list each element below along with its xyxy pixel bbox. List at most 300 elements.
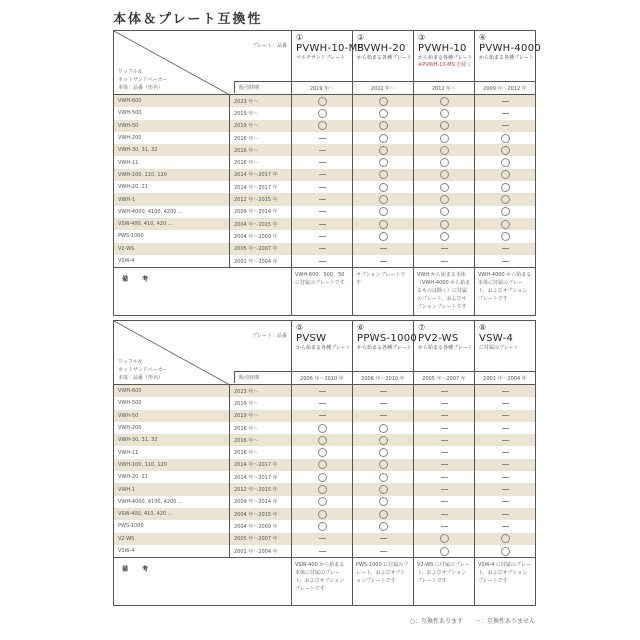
- compat-cell: [414, 422, 475, 434]
- incompatible-dash-icon: [502, 440, 509, 441]
- compatible-circle-icon: [379, 170, 388, 179]
- model-row: [114, 144, 536, 156]
- plate-period: 2001 年～2004 年: [475, 372, 536, 385]
- plate-header: [353, 321, 418, 372]
- incompatible-dash-icon: [319, 199, 326, 200]
- compatible-circle-icon: [379, 424, 388, 433]
- legend-compatible: ○：互換性あります: [409, 618, 464, 625]
- model-period: 2014 年～2017 年: [230, 471, 292, 483]
- model-row: [114, 107, 536, 119]
- compat-cell: [292, 120, 353, 132]
- compat-cell: [353, 156, 414, 168]
- model-row: [114, 397, 536, 409]
- plate-header: [475, 31, 542, 82]
- plate-remarks: VWH から始まる本体（VWH-4000 から始まるものは除く）に付属のプレート、およびオプションプレートです: [414, 268, 475, 316]
- model-name: VWH-600: [114, 95, 230, 108]
- compat-cell: [414, 471, 475, 483]
- compat-table-2: [113, 320, 536, 606]
- model-name: PWS-1000: [114, 520, 230, 532]
- model-row: [114, 218, 536, 230]
- compat-cell: [353, 410, 414, 422]
- model-period: 2005 年～2007 年: [230, 533, 292, 545]
- plate-header: [292, 31, 365, 82]
- incompatible-dash-icon: [502, 415, 509, 416]
- incompatible-dash-icon: [380, 248, 387, 249]
- plate-description: から始まる各種プレート: [296, 345, 351, 351]
- model-name: VWH-1: [114, 193, 230, 205]
- compat-cell: [414, 508, 475, 520]
- compat-cell: [353, 434, 414, 446]
- compat-cell: [292, 496, 353, 508]
- model-name: V2-WS: [114, 533, 230, 545]
- compat-cell: [353, 120, 414, 132]
- plate-number: ②: [357, 33, 365, 42]
- incompatible-dash-icon: [441, 440, 448, 441]
- compat-cell: [475, 483, 536, 495]
- plate-remarks: V2-WS に付属のプレート、およびオプションプレートです: [414, 558, 475, 606]
- compatible-circle-icon: [440, 232, 449, 241]
- compat-cell: [292, 132, 353, 144]
- compat-cell: [414, 520, 475, 532]
- compat-cell: [414, 545, 475, 558]
- compat-cell: [475, 218, 536, 230]
- plate-remarks: PWS-1000 に付属のプレート、およびオプションプレートです: [353, 558, 414, 606]
- model-row: [114, 483, 536, 495]
- header-row: [114, 31, 536, 82]
- compatible-circle-icon: [501, 207, 510, 216]
- incompatible-dash-icon: [319, 403, 326, 404]
- compat-cell: [292, 156, 353, 168]
- period-label: 販売時期: [234, 81, 292, 93]
- model-period: 2016 年～: [230, 156, 292, 168]
- incompatible-dash-icon: [441, 452, 448, 453]
- compat-cell: [475, 206, 536, 218]
- compat-cell: [475, 144, 536, 156]
- incompatible-dash-icon: [441, 403, 448, 404]
- compat-cell: [475, 446, 536, 458]
- model-name: VWH-500: [114, 397, 230, 409]
- model-period: 2023 年～: [230, 385, 292, 398]
- compat-cell: [475, 545, 536, 558]
- compatible-circle-icon: [379, 183, 388, 192]
- plate-number: ①: [296, 33, 304, 42]
- plate-exclusion-note: ※PVWH-10-MS を除く: [418, 62, 472, 68]
- compatible-circle-icon: [379, 121, 388, 130]
- model-period: 2016 年～: [230, 132, 292, 144]
- model-name: VSW-4: [114, 255, 230, 268]
- compatible-circle-icon: [318, 510, 327, 519]
- compat-cell: [292, 397, 353, 409]
- compat-cell: [292, 193, 353, 205]
- model-period: 2016 年～: [230, 422, 292, 434]
- compat-cell: [414, 410, 475, 422]
- compatible-circle-icon: [318, 497, 327, 506]
- compat-cell: [475, 156, 536, 168]
- body-label-line: 本体：品番（形名）: [118, 375, 164, 381]
- incompatible-dash-icon: [441, 464, 448, 465]
- compat-cell: [292, 545, 353, 558]
- model-name: VWH-4000, 4100, 4200 …: [114, 496, 230, 508]
- legend: [400, 616, 535, 625]
- plate-code: PV2-WS: [418, 333, 459, 344]
- model-row: [114, 193, 536, 205]
- model-row: [114, 95, 536, 108]
- plate-header: [292, 321, 353, 372]
- plate-code: PVWH-10-MS: [296, 43, 365, 54]
- incompatible-dash-icon: [319, 391, 326, 392]
- plate-label: プレート：品番: [252, 43, 287, 49]
- compat-cell: [414, 397, 475, 409]
- compat-cell: [414, 206, 475, 218]
- incompatible-dash-icon: [441, 391, 448, 392]
- compat-cell: [353, 496, 414, 508]
- compatible-circle-icon: [440, 97, 449, 106]
- compat-cell: [353, 95, 414, 108]
- incompatible-dash-icon: [502, 526, 509, 527]
- compat-cell: [292, 422, 353, 434]
- plate-code: PVWH-20: [357, 43, 406, 54]
- compatible-circle-icon: [440, 121, 449, 130]
- model-row: [114, 206, 536, 218]
- compatible-circle-icon: [318, 448, 327, 457]
- compat-cell: [475, 120, 536, 132]
- compat-cell: [292, 508, 353, 520]
- compatible-circle-icon: [318, 473, 327, 482]
- incompatible-dash-icon: [441, 415, 448, 416]
- compat-cell: [414, 132, 475, 144]
- incompatible-dash-icon: [319, 174, 326, 175]
- compatible-circle-icon: [440, 170, 449, 179]
- compat-cell: [353, 422, 414, 434]
- compat-cell: [475, 533, 536, 545]
- compatible-circle-icon: [379, 158, 388, 167]
- compat-cell: [353, 107, 414, 119]
- model-period: 2001 年～2004 年: [230, 255, 292, 268]
- compat-cell: [414, 459, 475, 471]
- compat-cell: [353, 255, 414, 268]
- model-name: VWH-30, 31, 32: [114, 434, 230, 446]
- compat-cell: [475, 422, 536, 434]
- compatible-circle-icon: [440, 534, 449, 543]
- incompatible-dash-icon: [441, 489, 448, 490]
- model-name: VWH-200: [114, 422, 230, 434]
- model-name: VWH-500: [114, 107, 230, 119]
- model-period: 2016 年～: [230, 144, 292, 156]
- body-label-line: ホットサンドベーカー: [118, 77, 168, 83]
- plate-number: ⑧: [479, 323, 487, 332]
- compatible-circle-icon: [318, 436, 327, 445]
- compat-cell: [292, 255, 353, 268]
- model-period: 2019 年～: [230, 107, 292, 119]
- compat-cell: [414, 193, 475, 205]
- compat-cell: [475, 397, 536, 409]
- compat-cell: [353, 533, 414, 545]
- compatible-circle-icon: [379, 436, 388, 445]
- plate-header: [414, 321, 475, 372]
- plate-description: から始まる各種プレート: [418, 345, 473, 351]
- compat-cell: [414, 434, 475, 446]
- compat-cell: [414, 385, 475, 398]
- compatible-circle-icon: [379, 134, 388, 143]
- model-period: 2014 年～2017 年: [230, 181, 292, 193]
- compat-cell: [414, 230, 475, 242]
- incompatible-dash-icon: [319, 187, 326, 188]
- header-row: [114, 321, 536, 372]
- compat-cell: [475, 459, 536, 471]
- incompatible-dash-icon: [319, 224, 326, 225]
- compat-cell: [292, 95, 353, 108]
- model-name: VSW-400, 410, 420 …: [114, 508, 230, 520]
- compat-cell: [475, 471, 536, 483]
- compat-cell: [475, 169, 536, 181]
- plate-description: から始まる各種プレート: [479, 55, 534, 61]
- plate-remarks: VSW-400 から始まる本体に付属のプレート、およびオプションプレートです: [292, 558, 353, 606]
- compatible-circle-icon: [379, 460, 388, 469]
- model-row: [114, 230, 536, 242]
- compatible-circle-icon: [379, 207, 388, 216]
- incompatible-dash-icon: [319, 138, 326, 139]
- compat-table-1: [113, 30, 542, 316]
- compat-cell: [475, 95, 536, 108]
- model-period: 2009 年～2014 年: [230, 496, 292, 508]
- incompatible-dash-icon: [502, 452, 509, 453]
- compat-cell: [292, 181, 353, 193]
- compat-cell: [414, 483, 475, 495]
- compat-cell: [475, 132, 536, 144]
- compat-cell: [353, 144, 414, 156]
- plate-number: ③: [418, 33, 426, 42]
- plate-remarks: VSW-4 に付属のプレート、およびオプションプレートです: [475, 558, 536, 606]
- plate-remarks: VWH-4000 から始まる本体に付属のプレート、およびオプションプレートです: [475, 268, 536, 316]
- compatible-circle-icon: [318, 460, 327, 469]
- incompatible-dash-icon: [319, 236, 326, 237]
- compat-cell: [292, 483, 353, 495]
- compat-cell: [414, 120, 475, 132]
- compatible-circle-icon: [501, 134, 510, 143]
- compat-cell: [353, 508, 414, 520]
- incompatible-dash-icon: [380, 538, 387, 539]
- incompatible-dash-icon: [319, 415, 326, 416]
- incompatible-dash-icon: [441, 261, 448, 262]
- incompatible-dash-icon: [380, 261, 387, 262]
- incompatible-dash-icon: [502, 501, 509, 502]
- compatible-circle-icon: [379, 448, 388, 457]
- compat-cell: [475, 193, 536, 205]
- incompatible-dash-icon: [502, 113, 509, 114]
- compat-cell: [353, 169, 414, 181]
- model-row: [114, 533, 536, 545]
- incompatible-dash-icon: [441, 248, 448, 249]
- model-name: VWH-50: [114, 120, 230, 132]
- compat-cell: [353, 206, 414, 218]
- plate-description: マルチサンドプレート: [296, 55, 346, 61]
- plate-label: プレート：品番: [252, 333, 287, 339]
- model-period: 2016 年～: [230, 434, 292, 446]
- plate-number: ⑥: [357, 323, 365, 332]
- body-label-line: ホットサンドベーカー: [118, 367, 168, 373]
- compatible-circle-icon: [501, 183, 510, 192]
- incompatible-dash-icon: [502, 248, 509, 249]
- compat-cell: [414, 533, 475, 545]
- compatible-circle-icon: [501, 547, 510, 556]
- model-name: VWH-100, 110, 120: [114, 459, 230, 471]
- incompatible-dash-icon: [502, 489, 509, 490]
- incompatible-dash-icon: [441, 501, 448, 502]
- compatible-circle-icon: [501, 170, 510, 179]
- plate-number: ⑦: [418, 323, 426, 332]
- incompatible-dash-icon: [380, 551, 387, 552]
- model-row: [114, 471, 536, 483]
- model-row: [114, 545, 536, 558]
- model-row: [114, 169, 536, 181]
- model-period: 2004 年～2009 年: [230, 520, 292, 532]
- compat-cell: [292, 434, 353, 446]
- compatible-circle-icon: [318, 97, 327, 106]
- remarks-row: [114, 558, 536, 606]
- incompatible-dash-icon: [380, 391, 387, 392]
- plate-remarks: オプションプレートです: [353, 268, 414, 316]
- plate-period: 2006 年～2010 年: [353, 372, 414, 385]
- compatible-circle-icon: [318, 485, 327, 494]
- compat-cell: [292, 243, 353, 255]
- model-period: 2004 年～2015 年: [230, 218, 292, 230]
- incompatible-dash-icon: [502, 477, 509, 478]
- model-name: VWH-50: [114, 410, 230, 422]
- compat-cell: [414, 255, 475, 268]
- plate-period: 2009 年～2012 年: [475, 82, 536, 95]
- compat-cell: [353, 520, 414, 532]
- incompatible-dash-icon: [319, 150, 326, 151]
- compatible-circle-icon: [440, 195, 449, 204]
- compat-cell: [414, 243, 475, 255]
- model-period: 2012 年～2015 年: [230, 483, 292, 495]
- model-period: 2012 年～2015 年: [230, 193, 292, 205]
- compatible-circle-icon: [379, 510, 388, 519]
- compat-cell: [475, 410, 536, 422]
- model-period: 2019 年～: [230, 410, 292, 422]
- plate-description: に付属のプレート: [479, 345, 519, 351]
- plate-header: [353, 31, 414, 82]
- compat-cell: [292, 206, 353, 218]
- page-title: 本体＆プレート互換性: [113, 12, 263, 27]
- model-row: [114, 120, 536, 132]
- compatible-circle-icon: [318, 522, 327, 531]
- compat-cell: [353, 483, 414, 495]
- model-period: 2004 年～2015 年: [230, 508, 292, 520]
- legend-incompatible: －：互換性ありません: [474, 618, 535, 625]
- compat-cell: [414, 446, 475, 458]
- compatible-circle-icon: [379, 485, 388, 494]
- compat-cell: [292, 459, 353, 471]
- incompatible-dash-icon: [319, 551, 326, 552]
- compatible-circle-icon: [440, 109, 449, 118]
- compatible-circle-icon: [379, 220, 388, 229]
- model-name: VWH-11: [114, 156, 230, 168]
- compat-cell: [414, 95, 475, 108]
- model-period: 2004 年～2009 年: [230, 230, 292, 242]
- compat-cell: [353, 132, 414, 144]
- model-row: [114, 520, 536, 532]
- incompatible-dash-icon: [319, 538, 326, 539]
- compatible-circle-icon: [379, 522, 388, 531]
- plate-code: PVWH-10: [418, 43, 467, 54]
- compat-cell: [475, 496, 536, 508]
- model-row: [114, 255, 536, 268]
- compat-cell: [292, 533, 353, 545]
- compatible-circle-icon: [379, 232, 388, 241]
- body-label: [118, 358, 168, 382]
- compatible-circle-icon: [440, 134, 449, 143]
- body-label-line: 本体：品番（形名）: [118, 85, 164, 91]
- model-row: [114, 459, 536, 471]
- incompatible-dash-icon: [319, 211, 326, 212]
- incompatible-dash-icon: [502, 391, 509, 392]
- compatible-circle-icon: [318, 424, 327, 433]
- model-period: 2014 年～2017 年: [230, 169, 292, 181]
- compatible-circle-icon: [501, 158, 510, 167]
- compat-cell: [292, 169, 353, 181]
- model-period: 2005 年～2007 年: [230, 243, 292, 255]
- model-period: 2009 年～2014 年: [230, 206, 292, 218]
- plate-code: PVWH-4000: [479, 43, 542, 54]
- model-period: 2001 年～2004 年: [230, 545, 292, 558]
- plate-code: PPWS-1000: [357, 333, 418, 344]
- model-row: [114, 508, 536, 520]
- compatible-circle-icon: [440, 158, 449, 167]
- compatible-circle-icon: [501, 220, 510, 229]
- compat-cell: [475, 255, 536, 268]
- compat-cell: [353, 385, 414, 398]
- plate-period: 2019 年～: [292, 82, 353, 95]
- compatible-circle-icon: [501, 195, 510, 204]
- incompatible-dash-icon: [441, 514, 448, 515]
- model-name: V2-WS: [114, 243, 230, 255]
- compatible-circle-icon: [501, 534, 510, 543]
- compat-cell: [353, 471, 414, 483]
- remarks-label: 備 考: [114, 558, 292, 606]
- compat-cell: [353, 181, 414, 193]
- incompatible-dash-icon: [441, 477, 448, 478]
- plate-header: [414, 31, 475, 82]
- corner-header: [114, 31, 292, 95]
- plate-number: ⑤: [296, 323, 304, 332]
- model-name: VWH-1: [114, 483, 230, 495]
- model-name: VWH-600: [114, 385, 230, 398]
- compat-cell: [414, 181, 475, 193]
- compatible-circle-icon: [379, 473, 388, 482]
- plate-period: 2005 年～2007 年: [414, 372, 475, 385]
- compatible-circle-icon: [379, 97, 388, 106]
- incompatible-dash-icon: [502, 514, 509, 515]
- compat-cell: [414, 107, 475, 119]
- incompatible-dash-icon: [502, 261, 509, 262]
- compatible-circle-icon: [501, 232, 510, 241]
- compat-cell: [292, 230, 353, 242]
- compat-cell: [475, 181, 536, 193]
- remarks-label: 備 考: [114, 268, 292, 316]
- incompatible-dash-icon: [502, 101, 509, 102]
- compatible-circle-icon: [501, 146, 510, 155]
- compat-cell: [353, 459, 414, 471]
- model-row: [114, 243, 536, 255]
- compat-cell: [292, 410, 353, 422]
- model-name: VWH-30, 31, 32: [114, 144, 230, 156]
- compat-cell: [475, 243, 536, 255]
- compat-cell: [292, 471, 353, 483]
- compat-cell: [292, 446, 353, 458]
- model-period: 2016 年～: [230, 446, 292, 458]
- compatible-circle-icon: [379, 109, 388, 118]
